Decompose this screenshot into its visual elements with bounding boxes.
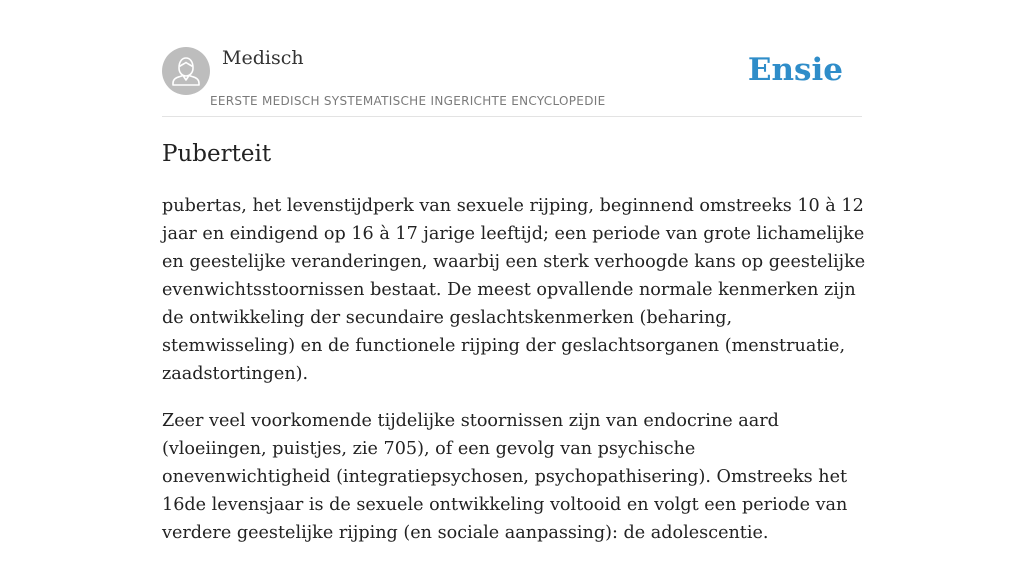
user-icon (162, 47, 210, 95)
article-paragraph: pubertas, het levenstijdperk van sexuele rijping, beginnend omstreeks 10 à 12 jaar en eindigend op 16 à 17 jarige leeftijd; een periode van grote lichamelijke en geestelijke veranderingen, waarbij een sterk verhoogde kans op geestelijke evenwichtsstoornissen bestaat. De meest opvallende normale kenmerken zijn de ontwikkeling der secundaire geslachtskenmerken (beharing, stemwisseling) en de functionele rijping der geslachtsorganen (menstruatie, zaadstortingen). (162, 196, 866, 384)
page-title: Puberteit (162, 141, 272, 167)
source-name[interactable]: Medisch (222, 47, 304, 69)
brand-logo[interactable]: Ensie (747, 52, 843, 88)
article-body (162, 192, 868, 566)
source-avatar[interactable] (162, 47, 210, 95)
article-paragraph: Zeer veel voorkomende tijdelijke stoornissen zijn van endocrine aard (vloeiingen, puistjes, zie 705), of een gevolg van psychische onevenwichtigheid (integratiepsychosen, psychopathisering). Omstreeks het 16de levensjaar is de sexuele ontwikkeling voltooid en volgt een periode van verdere geestelijke rijping (en sociale aanpassing): de adolescentie. (162, 411, 848, 543)
source-header (162, 46, 862, 117)
source-subtitle: EERSTE MEDISCH SYSTEMATISCHE INGERICHTE ENCYCLOPEDIE (210, 94, 606, 108)
